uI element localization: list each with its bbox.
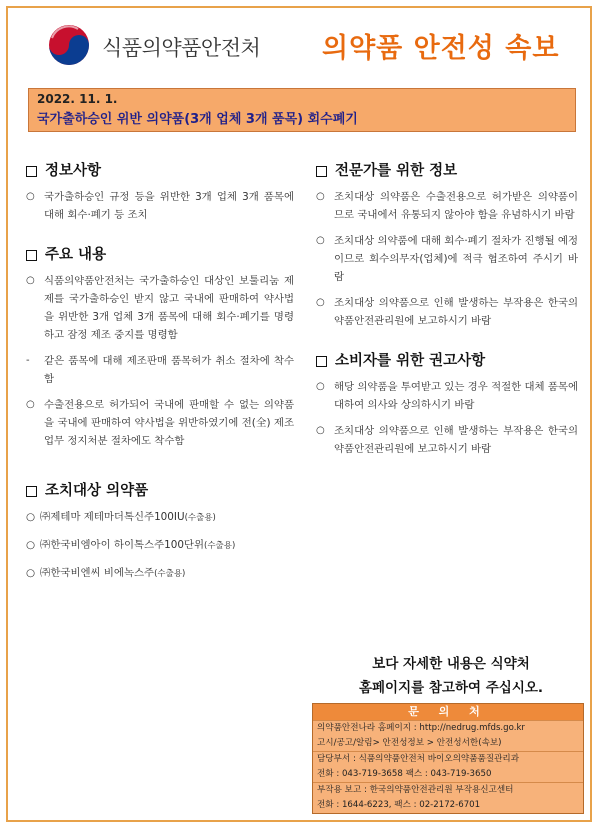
contact-box	[312, 703, 584, 814]
contact-heading: 문 의 처	[313, 704, 583, 720]
section-heading-expert: 전문가를 위한 정보	[316, 162, 578, 180]
contact-row: 고시/공고/알림> 안전성정보 > 안전성서한(속보)	[317, 738, 502, 748]
taegeuk-logo-icon	[48, 24, 90, 66]
list-item: ○ 해당 의약품을 투여받고 있는 경우 적절한 대체 품목에 대하여 의사와 상의하시기 바람	[316, 381, 578, 411]
list-item: ○ 조치대상 의약품으로 인해 발생하는 부작용은 한국의약품안전관리원에 보고하시기 바람	[316, 297, 578, 327]
contact-row: 부작용 보고 : 한국의약품안전관리원 부작용신고센터	[313, 782, 583, 798]
section-heading-main: 주요 내용	[26, 246, 294, 264]
more-info-note: 보다 자세한 내용은 식약처 홈페이지를 참고하여 주십시오.	[358, 656, 544, 696]
notice-title: 국가출하승인 위반 의약품(3개 업체 3개 품목) 회수폐기	[37, 112, 358, 127]
section-heading-info: 정보사항	[26, 162, 294, 180]
list-item: ○ 조치대상 의약품에 대해 회수·폐기 절차가 진행될 예정이므로 회수의무자(업체)에 적극 협조하여 주시기 바람	[316, 235, 578, 283]
contact-row: 담당부서 : 식품의약품안전처 바이오의약품품질관리과	[313, 751, 583, 767]
checkbox-square-icon	[26, 486, 37, 497]
checkbox-square-icon	[26, 166, 37, 177]
list-item: ○ 수출전용으로 허가되어 국내에 판매할 수 없는 의약품을 국내에 판매하여 약사법을 위반하였기에 전(全) 제조업무 정지처분 절차에도 착수함	[26, 399, 294, 447]
agency-name: 식품의약품안전처	[102, 36, 261, 60]
checkbox-square-icon	[26, 250, 37, 261]
section-heading-targets: 조치대상 의약품	[26, 482, 294, 500]
list-item: ○ 식품의약품안전처는 국가출하승인 대상인 보툴리눔 제제를 국가출하승인 받지 않고 국내에 판매하여 약사법을 위반한 3개 업체 3개 품목에 대해 회수·폐기를 명령하고 잠정 제조 중지를 명령함	[26, 275, 294, 341]
contact-row: 전화 : 043-719-3658 팩스 : 043-719-3650	[317, 769, 492, 779]
product-item: ○ ㈜한국비엠아이 하이톡스주100단위 (수출용)	[26, 539, 236, 551]
product-item: ○ ㈜제테마 제테마더톡신주100IU (수출용)	[26, 511, 216, 523]
checkbox-square-icon	[316, 166, 327, 177]
left-column	[26, 162, 294, 592]
headline-banner	[28, 88, 576, 132]
section-heading-consumer: 소비자를 위한 권고사항	[316, 352, 578, 370]
contact-row: 의약품안전나라 홈페이지 : http://nedrug.mfds.go.kr	[313, 720, 583, 736]
contact-row: 전화 : 1644-6223, 팩스 : 02-2172-6701	[317, 800, 481, 810]
list-item: - 같은 품목에 대해 제조판매 품목허가 취소 절차에 착수함	[26, 355, 294, 385]
right-column	[316, 162, 578, 466]
list-item: ○ 조치대상 의약품으로 인해 발생하는 부작용은 한국의약품안전관리원에 보고하시기 바람	[316, 425, 578, 455]
list-item: ○ 조치대상 의약품은 수출전용으로 허가받은 의약품이므로 국내에서 유통되지 않아야 함을 유념하시기 바람	[316, 191, 578, 221]
issue-date: 2022. 11. 1.	[37, 92, 118, 106]
product-item: ○ ㈜한국비엔씨 비에녹스주 (수출용)	[26, 567, 186, 579]
checkbox-square-icon	[316, 356, 327, 367]
list-item: ○ 국가출하승인 규정 등을 위반한 3개 업체 3개 품목에 대해 회수·폐기 등 조치	[26, 191, 294, 221]
page-title: 의약품 안전성 속보	[322, 33, 560, 64]
